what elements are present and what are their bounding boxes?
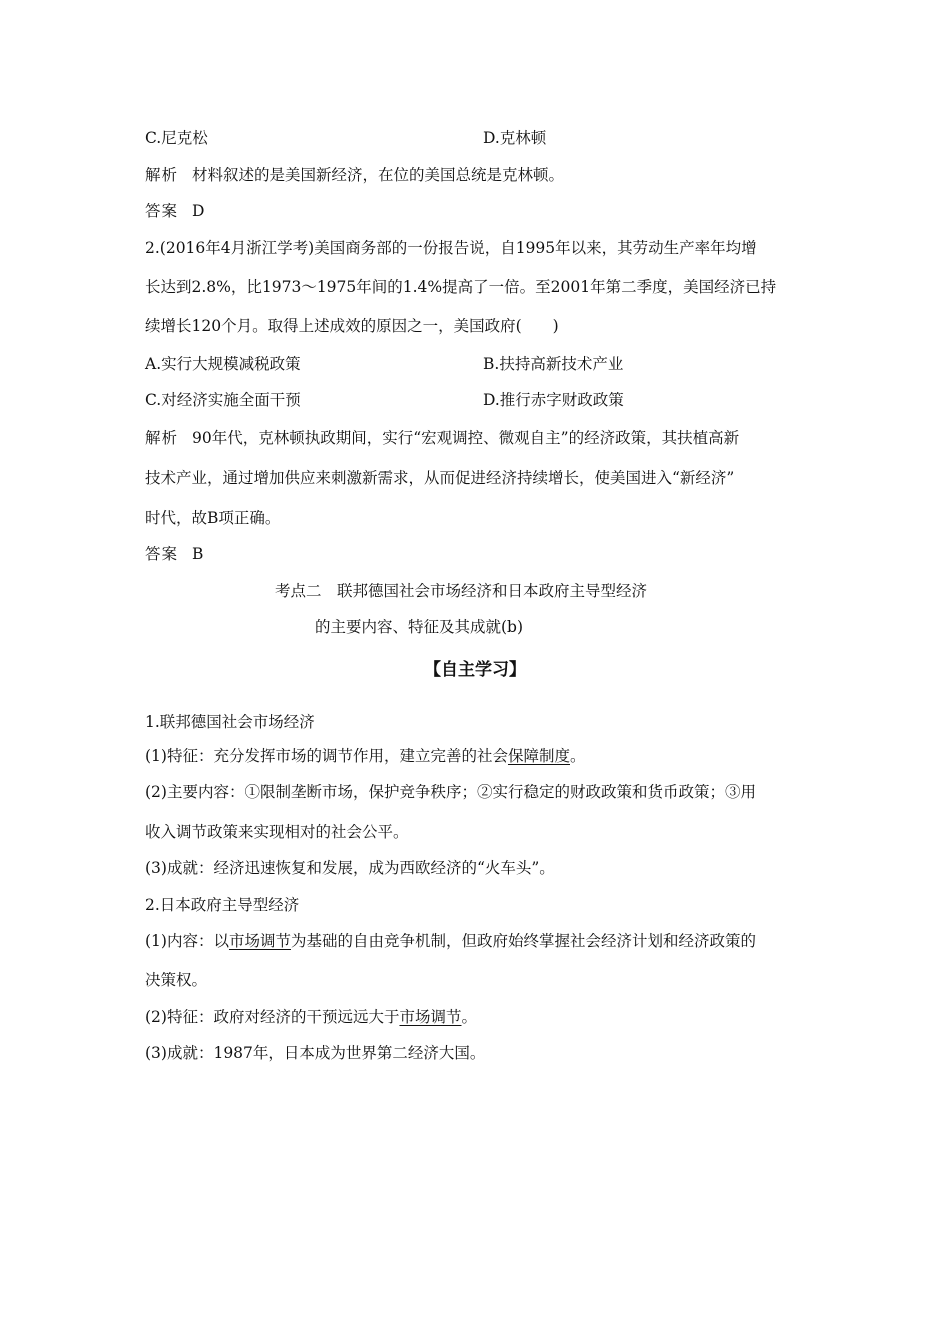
japan-heading: 2.日本政府主导型经济 [145, 896, 300, 914]
answer-label: 答案 [145, 202, 179, 220]
q1-analysis [145, 165, 564, 185]
japan-feature [145, 1007, 477, 1027]
germany-content-line2: 收入调节政策来实现相对的社会公平。 [145, 823, 409, 841]
q2-stem-line1: 2.(2016年4月浙江学考)美国商务部的一份报告说，自1995年以来，其劳动生产率年均增 [145, 239, 757, 257]
japan-achievement: (3)成就：1987年，日本成为世界第二经济大国。 [145, 1044, 486, 1062]
section-title-line1: 考点二 联邦德国社会市场经济和日本政府主导型经济 [275, 582, 648, 600]
answer-value: D [192, 202, 205, 220]
japan-content-line1 [145, 931, 756, 951]
analysis-label: 解析 [145, 166, 179, 184]
text-segment: (1)特征：充分发挥市场的调节作用，建立完善的社会 [145, 747, 508, 765]
q2-stem-line3: 续增长120个月。取得上述成效的原因之一，美国政府( ) [145, 317, 559, 335]
q2-stem-line2: 长达到2.8%，比1973～1975年间的1.4%提高了一倍。至2001年第二季度，美国经济已持 [145, 278, 777, 296]
q2-option-d: D.推行赤字财政政策 [483, 391, 624, 409]
q2-analysis-line1 [145, 428, 739, 448]
germany-feature [145, 746, 586, 766]
underlined-term: 市场调节 [228, 932, 291, 950]
analysis-text: 90年代，克林顿执政期间，实行“宏观调控、微观自主”的经济政策，其扶植高新 [192, 429, 740, 447]
q2-analysis-line2: 技术产业，通过增加供应来刺激新需求，从而促进经济持续增长，使美国进入“新经济” [145, 469, 735, 487]
analysis-label: 解析 [145, 429, 179, 447]
japan-content-line2: 决策权。 [145, 971, 208, 989]
q1-option-d: D.克林顿 [483, 129, 547, 147]
text-segment: 。 [461, 1008, 477, 1026]
underlined-term: 市场调节 [399, 1008, 462, 1026]
germany-heading: 1.联邦德国社会市场经济 [145, 713, 315, 731]
self-study-heading: 【自主学习】 [424, 660, 526, 680]
text-segment: (2)特征：政府对经济的干预远远大于 [145, 1008, 400, 1026]
underlined-term: 保障制度 [507, 747, 570, 765]
germany-achievement: (3)成就：经济迅速恢复和发展，成为西欧经济的“火车头”。 [145, 859, 555, 877]
section-title-line2: 的主要内容、特征及其成就(b) [315, 618, 524, 636]
q2-option-b: B.扶持高新技术产业 [483, 355, 624, 373]
germany-content-line1: (2)主要内容：①限制垄断市场，保护竞争秩序；②实行稳定的财政政策和货币政策；③用 [145, 783, 756, 801]
q2-option-c: C.对经济实施全面干预 [145, 391, 301, 409]
answer-value: B [192, 545, 204, 563]
q2-answer [145, 544, 203, 564]
text-segment: 为基础的自由竞争机制，但政府始终掌握社会经济计划和经济政策的 [290, 932, 756, 950]
q1-option-c: C.尼克松 [145, 129, 208, 147]
q1-answer [145, 201, 204, 221]
text-segment: 。 [569, 747, 586, 765]
answer-label: 答案 [145, 545, 179, 563]
q2-option-a: A.实行大规模减税政策 [145, 355, 301, 373]
text-segment: (1)内容：以 [145, 932, 229, 950]
q2-analysis-line3: 时代，故B项正确。 [145, 509, 281, 527]
analysis-text: 材料叙述的是美国新经济，在位的美国总统是克林顿。 [192, 166, 565, 184]
